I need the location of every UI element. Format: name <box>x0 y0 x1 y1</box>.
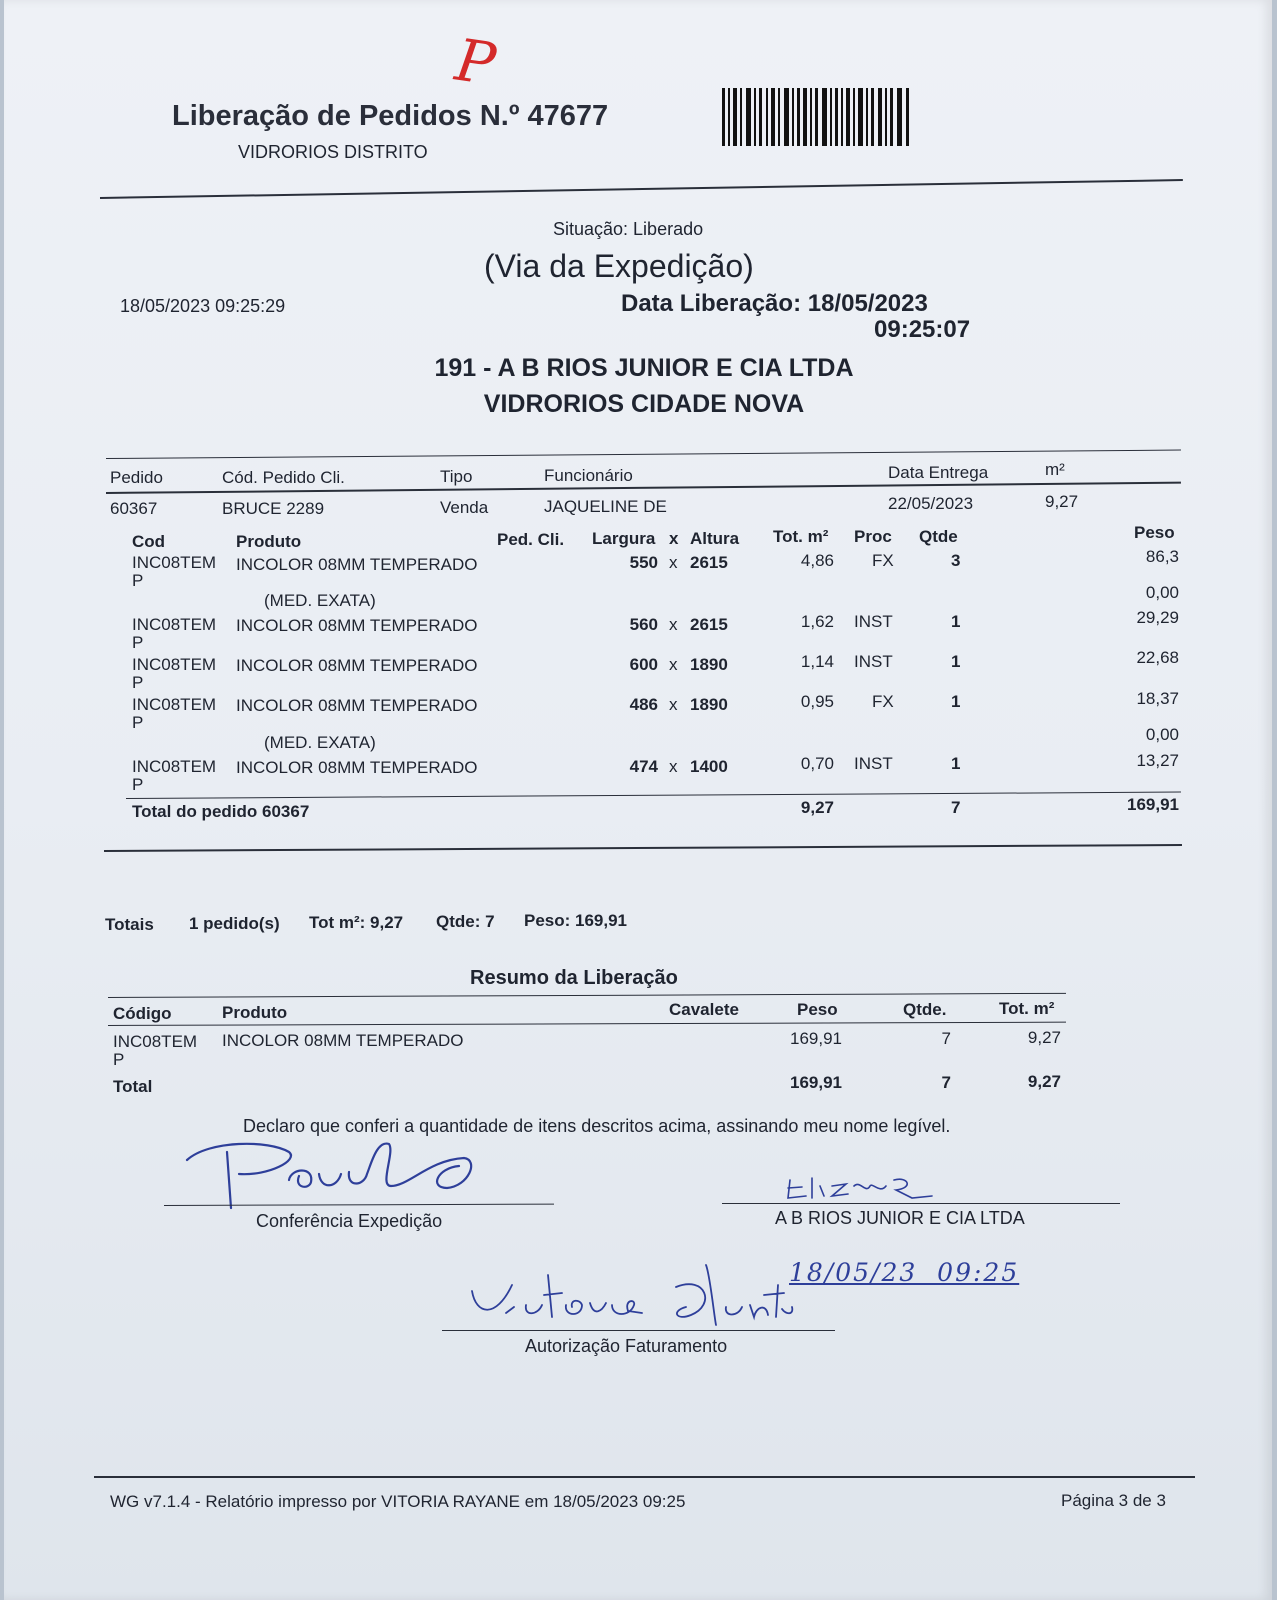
totals-m2: Tot m²: 9,27 <box>309 913 404 932</box>
item-altura: 2615 <box>690 615 728 634</box>
item-produto: INCOLOR 08MM TEMPERADO <box>236 555 478 574</box>
handwritten-mark: P <box>451 25 500 99</box>
client-name: 191 - A B RIOS JUNIOR E CIA LTDA <box>434 354 854 382</box>
item-peso: 86,3 <box>1145 547 1179 566</box>
item-altura: 2615 <box>690 553 728 572</box>
header-divider <box>100 179 1183 199</box>
item-tot-m2: 0,95 <box>800 692 834 711</box>
order-tipo: Venda <box>440 498 489 517</box>
declaration-text: Declaro que conferi a quantidade de itens descritos acima, assinando meu nome legível. <box>243 1116 951 1136</box>
summary-col-qtde: Qtde. <box>903 1000 947 1019</box>
item-largura: 486 <box>629 695 658 714</box>
empresa-label: A B RIOS JUNIOR E CIA LTDA <box>775 1208 1025 1228</box>
footer-line <box>94 1476 1195 1478</box>
items-col-proc: Proc <box>854 527 892 546</box>
item-note: (MED. EXATA) <box>264 591 376 610</box>
summary-top-line <box>108 993 1066 998</box>
totals-peso: Peso: 169,91 <box>524 911 628 930</box>
item-x: x <box>669 695 678 714</box>
print-datetime: 18/05/2023 09:25:29 <box>120 296 286 316</box>
client-branch: VIDRORIOS CIDADE NOVA <box>483 390 805 418</box>
item-proc: FX <box>872 551 894 570</box>
item-x: x <box>669 615 678 634</box>
item-largura: 600 <box>629 655 658 674</box>
items-col-cod: Cod <box>132 532 166 551</box>
item-altura: 1890 <box>690 655 728 674</box>
item-cod: INC08TEM P <box>132 655 217 692</box>
item-tot-m2: 1,62 <box>800 612 834 631</box>
order-m2: 9,27 <box>1045 492 1079 511</box>
item-altura: 1890 <box>690 695 728 714</box>
col-cod-pedido-cli: Cód. Pedido Cli. <box>222 468 345 487</box>
release-time: 09:25:07 <box>874 316 971 343</box>
order-data-entrega: 22/05/2023 <box>888 494 974 513</box>
item-qtde: 1 <box>951 612 961 631</box>
item-produto: INCOLOR 08MM TEMPERADO <box>236 758 478 777</box>
col-data-entrega: Data Entrega <box>888 463 989 482</box>
item-x: x <box>669 655 678 674</box>
item-qtde: 1 <box>951 754 961 773</box>
item-proc: FX <box>872 692 894 711</box>
item-peso: 22,68 <box>1136 648 1179 667</box>
footer-page-number: Página 3 de 3 <box>1061 1491 1166 1510</box>
summary-total-qtde: 7 <box>941 1073 951 1092</box>
release-date: Data Liberação: 18/05/2023 <box>621 290 928 317</box>
summary-row-peso: 169,91 <box>790 1029 842 1048</box>
summary-col-cavalete: Cavalete <box>669 1000 739 1019</box>
items-col-qtde: Qtde <box>919 527 958 546</box>
item-note-peso: 0,00 <box>1145 725 1179 744</box>
faturamento-label: Autorização Faturamento <box>525 1336 728 1356</box>
item-produto: INCOLOR 08MM TEMPERADO <box>236 656 478 675</box>
order-funcionario: JAQUELINE DE <box>544 497 667 516</box>
item-altura: 1400 <box>690 757 728 776</box>
order-pedido: 60367 <box>110 499 158 518</box>
col-tipo: Tipo <box>440 467 473 486</box>
item-peso: 13,27 <box>1136 751 1179 770</box>
item-produto: INCOLOR 08MM TEMPERADO <box>236 696 478 715</box>
summary-col-produto: Produto <box>222 1003 288 1022</box>
order-total-line <box>126 792 1181 799</box>
document-sheet <box>4 0 1272 1600</box>
item-cod: INC08TEM P <box>132 757 217 794</box>
order-top-line <box>106 450 1181 459</box>
summary-total-peso: 169,91 <box>790 1073 842 1092</box>
item-qtde: 1 <box>951 692 961 711</box>
items-col-peso: Peso <box>1134 523 1175 542</box>
item-x: x <box>669 553 678 572</box>
item-peso: 18,37 <box>1136 689 1179 708</box>
item-qtde: 1 <box>951 652 961 671</box>
summary-title: Resumo da Liberação <box>470 967 678 989</box>
items-col-ped-cli: Ped. Cli. <box>497 530 565 549</box>
item-largura: 550 <box>629 553 658 572</box>
items-col-altura: Altura <box>690 529 740 548</box>
conferencia-label: Conferência Expedição <box>256 1211 443 1231</box>
summary-col-tot-m2: Tot. m² <box>999 999 1055 1018</box>
faturamento-line <box>442 1330 835 1331</box>
totals-label: Totais <box>105 915 154 934</box>
item-tot-m2: 4,86 <box>800 551 834 570</box>
empresa-signature <box>784 1172 934 1204</box>
conferencia-signature <box>179 1130 499 1210</box>
items-col-largura: Largura <box>592 529 656 548</box>
item-qtde: 3 <box>951 551 961 570</box>
summary-row-produto: INCOLOR 08MM TEMPERADO <box>222 1031 464 1050</box>
order-total-m2: 9,27 <box>800 798 834 817</box>
items-col-x: x <box>669 529 679 548</box>
summary-row-qtde: 7 <box>941 1029 951 1048</box>
item-tot-m2: 1,14 <box>800 652 834 671</box>
item-proc: INST <box>854 652 893 671</box>
col-m2: m² <box>1045 460 1065 479</box>
col-pedido: Pedido <box>110 468 163 487</box>
branch-name: VIDRORIOS DISTRITO <box>238 142 428 162</box>
empresa-line <box>722 1203 1120 1204</box>
order-cod-pedido-cli: BRUCE 2289 <box>222 499 325 518</box>
col-funcionario: Funcionário <box>544 466 633 485</box>
summary-total-tot-m2: 9,27 <box>1027 1072 1061 1091</box>
items-col-tot-m2: Tot. m² <box>773 527 829 546</box>
item-x: x <box>669 757 678 776</box>
footer-report-info: WG v7.1.4 - Relatório impresso por VITORIA RAYANE em 18/05/2023 09:25 <box>110 1492 686 1511</box>
order-total-qtde: 7 <box>951 798 961 817</box>
faturamento-signature <box>466 1255 796 1330</box>
barcode-icon <box>722 88 912 146</box>
item-note-peso: 0,00 <box>1145 583 1179 602</box>
copy-type: (Via da Expedição) <box>484 248 754 284</box>
item-proc: INST <box>854 612 893 631</box>
totals-pedidos: 1 pedido(s) <box>189 914 280 933</box>
items-col-produto: Produto <box>236 532 302 551</box>
situation-status: Situação: Liberado <box>553 219 704 239</box>
item-largura: 474 <box>629 757 658 776</box>
order-total-label: Total do pedido 60367 <box>132 802 310 821</box>
item-peso: 29,29 <box>1136 608 1179 627</box>
summary-row-tot-m2: 9,27 <box>1027 1028 1061 1047</box>
summary-col-peso: Peso <box>797 1000 838 1019</box>
summary-row-codigo: INC08TEM P <box>113 1032 198 1069</box>
item-note: (MED. EXATA) <box>264 733 376 752</box>
item-produto: INCOLOR 08MM TEMPERADO <box>236 616 478 635</box>
order-bottom-line <box>104 844 1182 852</box>
item-cod: INC08TEM P <box>132 615 217 652</box>
item-cod: INC08TEM P <box>132 553 217 590</box>
document-title: Liberação de Pedidos N.º 47677 <box>172 100 609 132</box>
order-total-peso: 169,91 <box>1127 795 1179 814</box>
handwritten-datetime: 18/05/23 09:25 <box>789 1258 1020 1287</box>
item-proc: INST <box>854 754 893 773</box>
summary-total-label: Total <box>113 1077 153 1096</box>
item-tot-m2: 0,70 <box>800 754 834 773</box>
item-cod: INC08TEM P <box>132 695 217 732</box>
summary-col-codigo: Código <box>113 1004 172 1023</box>
item-largura: 560 <box>629 615 658 634</box>
totals-qtde: Qtde: 7 <box>436 912 495 931</box>
